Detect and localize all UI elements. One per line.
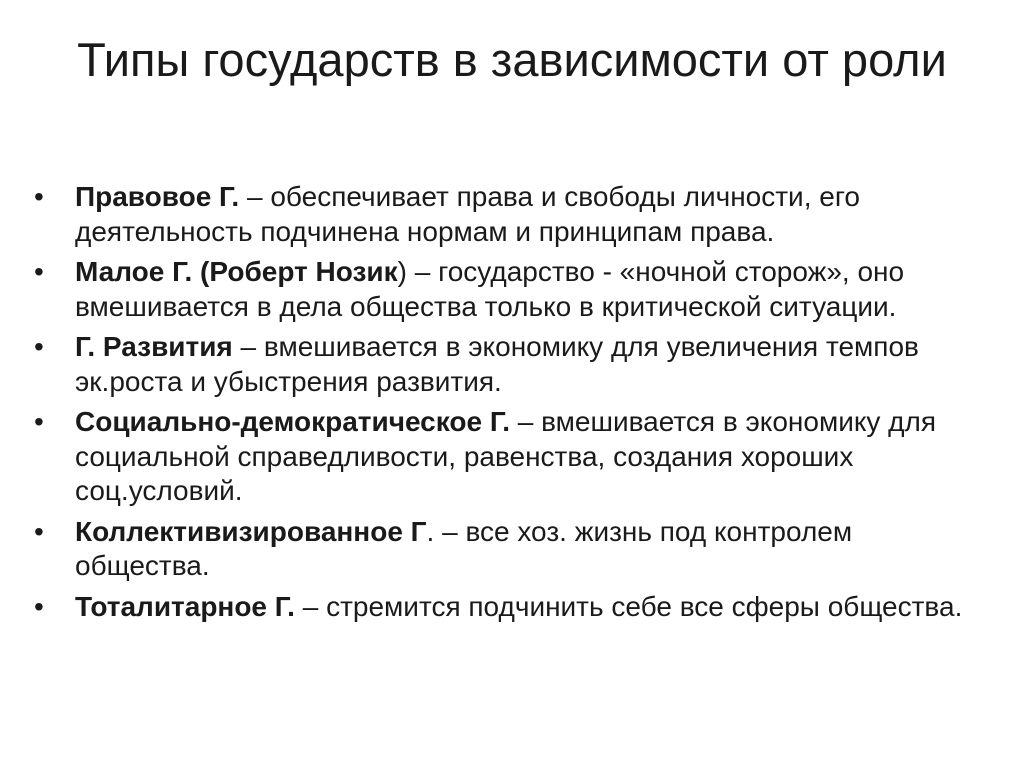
bullet-dot-icon: • [34, 515, 44, 547]
bullet-item-social-democratic-state [34, 405, 984, 509]
bullet-term: Тоталитарное Г. [75, 590, 295, 622]
bullet-text: – вмешивается в экономику для социальной справедливости, равенства, создания хороших соц.условий. [75, 406, 937, 506]
bullet-item-collectivized-state [34, 515, 984, 584]
bullet-item-rule-of-law-state [34, 180, 984, 249]
bullet-text: – вмешивается в экономику для увеличения темпов эк.роста и убыстрения развития. [75, 331, 919, 397]
bullet-dot-icon: • [34, 406, 44, 437]
bullet-text: – обеспечивает права и свободы личности, его деятельность подчинена нормам и принципам права. [75, 181, 860, 247]
bullet-dot-icon: • [34, 256, 44, 287]
bullet-dot-icon: • [34, 590, 44, 622]
slide-title: Типы государств в зависимости от роли [77, 33, 947, 86]
bullet-text: ) – государство - «ночной сторож», оно вмешивается в дела общества только в критической ситуации. [75, 256, 905, 322]
bullet-term: Коллективизированное Г [75, 515, 427, 547]
bullet-item-minimal-state [34, 255, 984, 324]
bullet-text: . – все хоз. жизнь под контролем общества. [75, 515, 853, 581]
bullet-term: Г. Развития [75, 331, 233, 362]
bullet-term: Малое Г. (Роберт Нозик [75, 256, 398, 287]
bullet-text: – стремится подчинить себе все сферы общества. [294, 590, 963, 622]
bullet-item-totalitarian-state [34, 590, 984, 625]
bullet-term: Правовое Г. [75, 181, 240, 212]
bullet-dot-icon: • [34, 181, 44, 212]
bullet-list [34, 180, 984, 630]
bullet-item-developmental-state [34, 330, 984, 399]
bullet-term: Социально-демократическое Г. [75, 406, 510, 437]
bullet-dot-icon: • [34, 331, 44, 362]
